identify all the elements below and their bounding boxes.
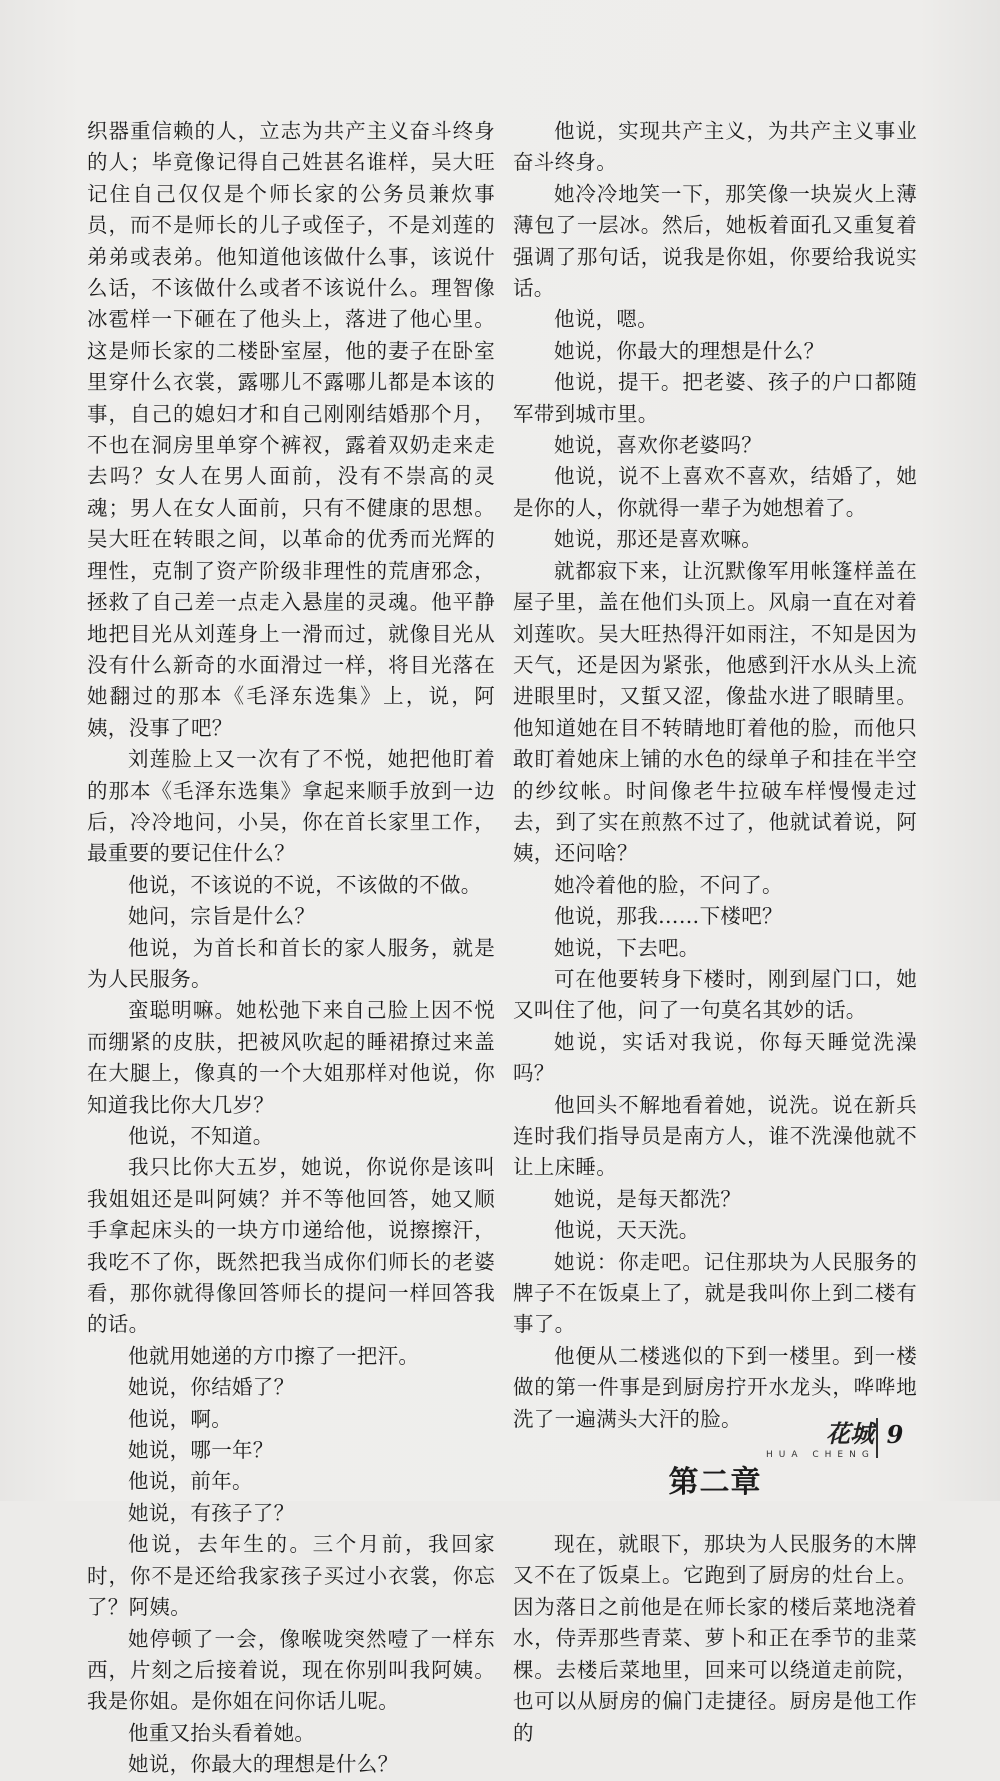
paragraph: 她说，哪一年？	[128, 1438, 274, 1463]
paragraph: 她说：你走吧。记住那块为人民服务的牌子不在饭桌上了，就是我叫你上到二楼有事了。	[513, 1249, 917, 1337]
paragraph: 可在他要转身下楼时，刚到屋门口，她又叫住了他，问了一句莫名其妙的话。	[513, 966, 917, 1023]
paragraph: 他说，前年。	[128, 1469, 253, 1494]
paragraph: 她说，你最大的理想是什么？	[554, 338, 825, 363]
paragraph: 她说，那还是喜欢嘛。	[554, 527, 762, 552]
paragraph: 他说，提干。把老婆、孩子的户口都随军带到城市里。	[513, 370, 917, 426]
page-number: 9	[886, 1420, 904, 1449]
paragraph: 他说，说不上喜欢不喜欢，结婚了，她是你的人，你就得一辈子为她想着了。	[513, 464, 917, 520]
paragraph: 她说，下去吧。	[554, 935, 700, 960]
paragraph: 她说，有孩子了？	[128, 1500, 295, 1525]
paragraph: 她冷着他的脸，不问了。	[554, 872, 783, 897]
paragraph: 她说，你结婚了？	[128, 1375, 295, 1400]
paragraph: 她说，喜欢你老婆吗？	[554, 433, 762, 458]
paragraph: 蛮聪明嘛。她松弛下来自己脸上因不悦而绷紧的皮肤，把被风吹起的睡裙撩过来盖在大腿上，像真的一个大姐那样对他说，你知道我比你大几岁？	[87, 998, 495, 1117]
paragraph: 他说，那我……下楼吧？	[554, 904, 783, 929]
paragraph: 他说，为首长和首长的家人服务，就是为人民服务。	[87, 935, 495, 991]
paragraph: 刘莲脸上又一次有了不悦，她把他盯着的那本《毛泽东选集》拿起来顺手放到一边后，冷冷地问，小吴，你在首长家里工作，最重要的要记住什么？	[87, 747, 495, 866]
paragraph: 他说，实现共产主义，为共产主义事业奋斗终身。	[513, 119, 917, 175]
paragraph: 他说，不知道。	[128, 1124, 274, 1148]
paragraph: 他说，天天洗。	[554, 1218, 700, 1243]
paragraph: 她冷冷地笑一下，那笑像一块炭火上薄薄包了一层冰。然后，她板着面孔又重复着强调了那句话，说我是你姐，你要给我说实话。	[513, 181, 917, 301]
paragraph: 她说，是每天都洗？	[554, 1186, 742, 1211]
paragraph: 他说，去年生的。三个月前，我回家时，你不是还给我家孩子买过小衣裳，你忘了？阿姨。	[87, 1532, 495, 1620]
paragraph: 织器重信赖的人，立志为共产主义奋斗终身的人；毕竟像记得自己姓甚名谁样，吴大旺记住自己仅仅是个师长家的公务员兼炊事员，而不是师长的儿子或侄子，不是刘莲的弟弟或表弟。他知道他该做什么事，该说什么话，不该做什么或者不该说什么。理智像冰雹样一下砸在了他头上，落进了他心里。这是师长家的二楼卧室屋，他的妻子在卧室里穿什么衣裳，露哪儿不露哪儿都是本该的事，自己的媳妇才和自己刚刚结婚那个月，不也在洞房里单穿个裤衩，露着双奶走来走去吗？女人在男人面前，没有不崇高的灵魂；男人在女人面前，只有不健康的思想。吴大旺在转眼之间，以革命的优秀而光辉的理性，克制了资产阶级非理性的荒唐邪念，拯救了自己差一点走入悬崖的灵魂。他平静地把目光从刘莲身上一滑而过，就像目光从没有什么新奇的水面滑过一样，将目光落在她翻过的那本《毛泽东选集》上，说，阿姨，没事了吧？	[87, 119, 495, 740]
paragraph: 他回头不解地看着她，说洗。说在新兵连时我们指导员是南方人，谁不洗澡他就不让上床睡。	[513, 1092, 917, 1180]
chapter-title: 第二章	[668, 1465, 762, 1501]
paragraph: 我只比你大五岁，她说，你说你是该叫我姐姐还是叫阿姨？并不等他回答，她又顺手拿起床头的一块方巾递给他，说擦擦汗，我吃不了你，既然把我当成你们师长的老婆看，那你就得像回答师长的提问一样回答我的话。	[87, 1155, 495, 1337]
paragraph: 就都寂下来，让沉默像军用帐篷样盖在屋子里，盖在他们头顶上。风扇一直在对着刘莲吹。吴大旺热得汗如雨注，不知是因为天气，还是因为紧张，他感到汗水从头上流进眼里时，又蜇又涩，像盐水进了眼睛里。他知道她在目不转睛地盯着他的脸，而他只敢盯着她床上铺的水色的绿单子和挂在半空的纱纹帐。时间像老牛拉破车样慢慢走过去，到了实在煎熬不过了，他就试着说，阿姨，还问啥？	[513, 558, 917, 866]
left-text-column	[87, 116, 495, 1781]
paragraph: 她说，实话对我说，你每天睡觉洗澡吗？	[513, 1029, 917, 1086]
paragraph: 他说，不该说的不说，不该做的不做。	[128, 872, 482, 897]
paragraph: 她问，宗旨是什么？	[128, 904, 316, 929]
paragraph: 他就用她递的方巾擦了一把汗。	[128, 1343, 420, 1368]
paragraph: 他说，啊。	[128, 1406, 232, 1431]
paragraph: 她说，你最大的理想是什么？	[128, 1752, 399, 1777]
footer-divider	[876, 1418, 878, 1458]
paragraph: 她停顿了一会，像喉咙突然噎了一样东西，片刻之后接着说，现在你别叫我阿姨。我是你姐。是你姐在问你话儿呢。	[87, 1626, 495, 1714]
right-text-column	[513, 116, 917, 1749]
paragraph: 他重又抬头看着她。	[128, 1720, 316, 1745]
logo-english: HUA CHENG	[766, 1450, 875, 1460]
logo-chinese: 花城	[826, 1419, 874, 1448]
paragraph: 他说，嗯。	[554, 307, 658, 332]
paragraph: 他便从二楼逃似的下到一楼里。到一楼做的第一件事是到厨房拧开水龙头，哗哗地洗了一遍满头大汗的脸。	[513, 1343, 917, 1431]
paragraph: 现在，就眼下，那块为人民服务的木牌又不在了饭桌上。它跑到了厨房的灶台上。因为落日之前他是在师长家的楼后菜地浇着水，侍弄那些青菜、萝卜和正在季节的韭菜棵。去楼后菜地里，回来可以绕道走前院，也可以从厨房的偏门走捷径。厨房是他工作的	[513, 1532, 917, 1745]
